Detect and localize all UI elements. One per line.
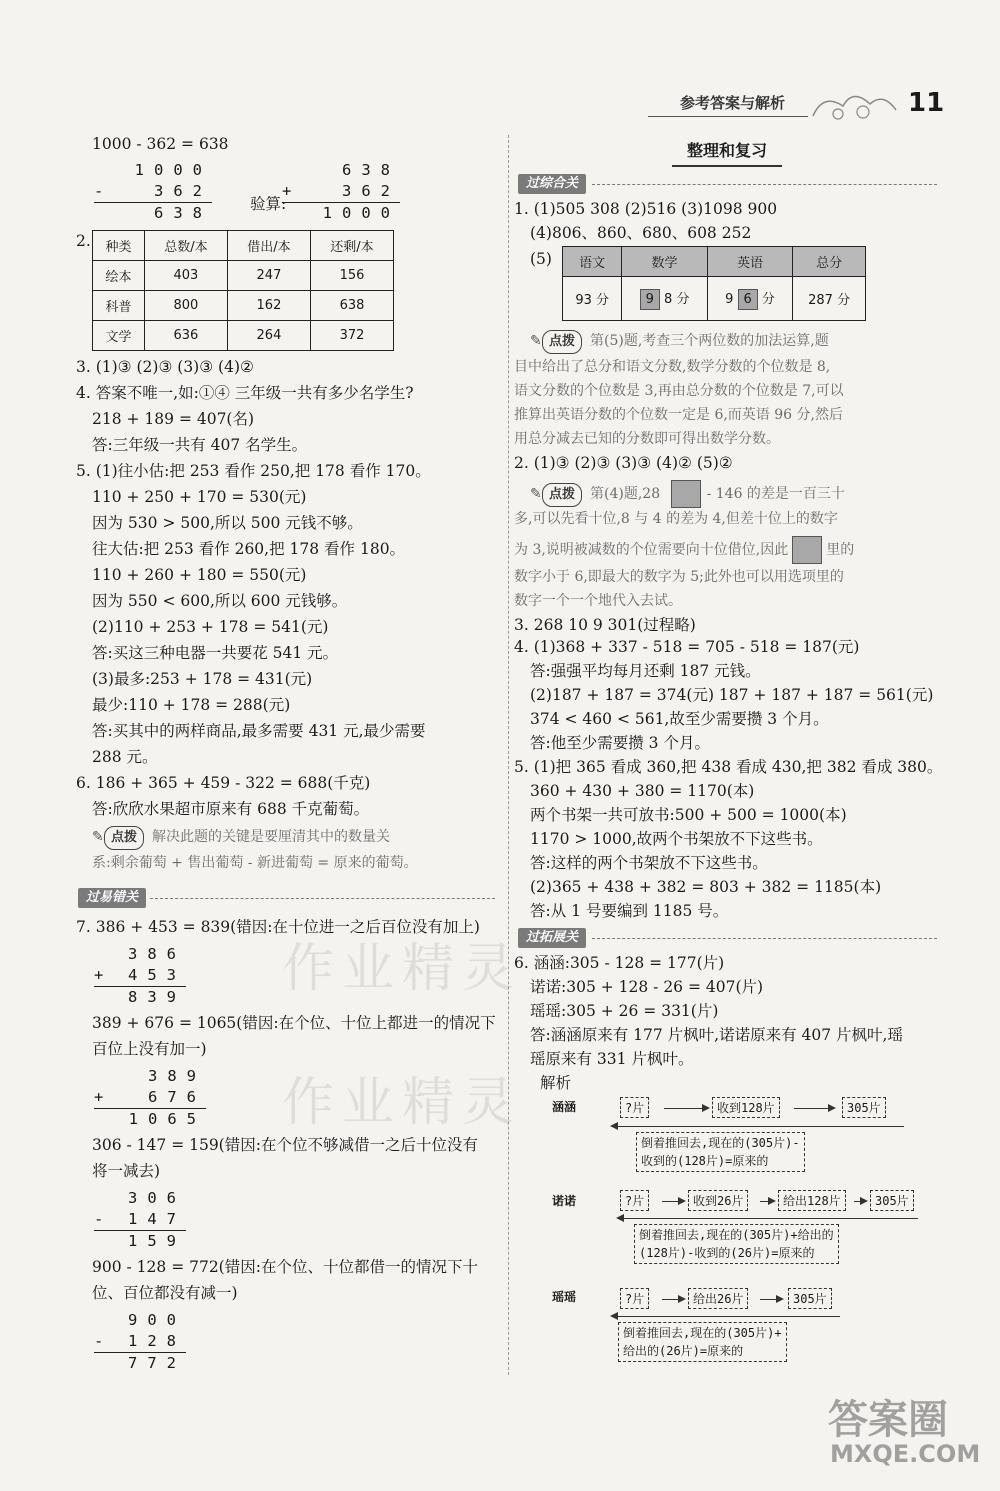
answer-line: 360 + 430 + 380 = 1170(本) xyxy=(530,782,755,800)
calc-result: 159 xyxy=(94,1230,186,1252)
table-cell: 绘本 xyxy=(93,261,145,291)
tip-text: 里的 xyxy=(826,542,855,558)
pencil-icon: ✎ xyxy=(92,829,104,845)
answer-line: (2)187 + 187 = 374(元) 187 + 187 + 187 = 561(元) xyxy=(530,686,934,704)
vertical-calc-check xyxy=(282,160,400,224)
calc-operator: + xyxy=(94,966,114,984)
table-header: 语文 xyxy=(563,247,622,277)
diagram-box: 收到128片 xyxy=(712,1097,780,1118)
analysis-label: 解析 xyxy=(540,1074,572,1092)
diagram-box: 给出128片 xyxy=(778,1190,846,1211)
tip-text: 语文分数的个位数是 3,再由总分数的个位数是 7,可以 xyxy=(514,383,844,399)
calc-row: 900 xyxy=(128,1311,186,1329)
calc-row: 1000 xyxy=(134,161,212,179)
section-title: 整理和复习 xyxy=(672,138,782,167)
diagram-note-line: (128片)-收到的(26片)=原来的 xyxy=(639,1246,815,1260)
tip-text: 为 3,说明被减数的个位需要向十位借位,因此 xyxy=(514,542,789,558)
calc-operator: - xyxy=(94,182,114,200)
calc-result: 1065 xyxy=(94,1108,206,1130)
calc-row: 128 xyxy=(128,1332,186,1350)
calc-result: 772 xyxy=(94,1352,186,1374)
table-header: 还剩/本 xyxy=(310,231,393,261)
table-cell xyxy=(622,277,707,321)
answer-line: 374 < 460 < 561,故至少需要攒 3 个月。 xyxy=(530,710,829,728)
answer-line: 1170 > 1000,故两个书架放不下这些书。 xyxy=(530,830,823,848)
calc-result: 839 xyxy=(94,986,186,1008)
answer-line: 瑶瑶:305 + 26 = 331(片) xyxy=(530,1002,719,1020)
answer-line: 306 - 147 = 159(错因:在个位不够减借一之后十位没有 xyxy=(92,1136,478,1154)
table-cell: 162 xyxy=(227,291,310,321)
equation-line: 1000 - 362 = 638 xyxy=(92,135,229,153)
answer-line: 110 + 250 + 170 = 530(元) xyxy=(92,488,307,506)
table-cell: 93 分 xyxy=(563,277,622,321)
table-header: 种类 xyxy=(93,231,145,261)
answer-line: 百位上没有加一) xyxy=(92,1040,207,1058)
calc-result: 1000 xyxy=(282,202,400,224)
arrow-right-icon xyxy=(664,1108,708,1109)
diagram-note-line: 倒着推回去,现在的(305片)- xyxy=(641,1136,800,1150)
arrow-left-icon xyxy=(618,1218,918,1219)
answer-line: 答:买这三种电器一共要花 541 元。 xyxy=(92,644,339,662)
calc-row: 638 xyxy=(342,161,400,179)
table-cell: 文学 xyxy=(93,321,145,351)
tip-block xyxy=(530,480,845,508)
answer-line: 110 + 260 + 180 = 550(元) xyxy=(92,566,307,584)
answer-line: 6. 涵涵:305 - 128 = 177(片) xyxy=(514,954,725,972)
diagram-box: 305片 xyxy=(788,1288,832,1309)
calc-operator: + xyxy=(282,182,302,200)
tip-block xyxy=(514,536,854,564)
calc-row: 306 xyxy=(128,1189,186,1207)
answer-line: 将一减去) xyxy=(92,1162,161,1180)
highlight-box: 6 xyxy=(738,289,758,310)
calc-row: 676 xyxy=(148,1088,206,1106)
diagram-box: ?片 xyxy=(620,1097,649,1118)
answer-line: 389 + 676 = 1065(错因:在个位、十位上都进一的情况下 xyxy=(92,1014,496,1032)
watermark: 作业精灵 xyxy=(282,939,523,999)
tip-block xyxy=(530,330,829,354)
calc-operator: + xyxy=(94,1088,114,1106)
table-header: 总分 xyxy=(793,247,866,277)
answer-line: 两个书架一共可放书:500 + 500 = 1000(本) xyxy=(530,806,847,824)
arrow-left-icon xyxy=(612,1126,904,1127)
section-tag: 过拓展关 xyxy=(518,928,586,948)
diagram-note xyxy=(618,1322,787,1362)
calc-row: 362 xyxy=(154,182,212,200)
answer-line: 4. (1)368 + 337 - 518 = 705 - 518 = 187(元) xyxy=(514,638,860,656)
answer-line: 6. 186 + 365 + 459 - 322 = 688(千克) xyxy=(76,774,371,792)
diagram-name: 涵涵 xyxy=(552,1100,577,1114)
answer-line: 答:这样的两个书架放不下这些书。 xyxy=(530,854,768,872)
table-cell: 264 xyxy=(227,321,310,351)
table-cell-text: 8 分 xyxy=(664,291,690,307)
calc-row: 386 xyxy=(128,945,186,963)
table-cell-text: 分 xyxy=(761,291,775,307)
vertical-calc-addition xyxy=(94,944,186,1008)
answer-line: 答:买其中的两样商品,最多需要 431 元,最少需要 xyxy=(92,722,426,740)
answer-line: 答:涵涵原来有 177 片枫叶,诺诺原来有 407 片枫叶,瑶 xyxy=(530,1026,903,1044)
arrow-right-icon xyxy=(854,1201,866,1202)
answer-line: (2)365 + 438 + 382 = 803 + 382 = 1185(本) xyxy=(530,878,882,896)
score-table xyxy=(562,246,866,321)
tip-text: 推算出英语分数的个位数一定是 6,而英语 96 分,然后 xyxy=(514,407,843,423)
answer-line: 4. 答案不唯一,如:①④ 三年级一共有多少名学生? xyxy=(76,384,414,402)
diagram-name: 诺诺 xyxy=(552,1194,577,1208)
answer-line: 900 - 128 = 772(错因:在个位、十位都借一的情况下十 xyxy=(92,1258,478,1276)
tip-badge: 点拨 xyxy=(104,826,144,850)
book-table xyxy=(92,230,394,351)
tip-text: 数字一个一个地代入去试。 xyxy=(514,593,682,609)
answer-line: 5. (1)把 365 看成 360,把 438 看成 430,把 382 看成 380。 xyxy=(514,758,943,776)
page-number: 11 xyxy=(908,88,945,118)
pencil-icon: ✎ xyxy=(530,333,542,349)
tip-text: 数字小于 6,即最大的数字为 5;此外也可以用选项里的 xyxy=(514,569,844,585)
answer-line: 218 + 189 = 407(名) xyxy=(92,410,255,428)
vertical-calc-addition xyxy=(94,1066,206,1130)
answer-line: (3)最多:253 + 178 = 431(元) xyxy=(92,670,313,688)
section-tag: 过易错关 xyxy=(78,888,146,908)
diagram-box: 305片 xyxy=(870,1190,914,1211)
table-cell: 287 分 xyxy=(793,277,866,321)
calc-result: 638 xyxy=(94,202,212,224)
diagram-box: ?片 xyxy=(620,1288,649,1309)
tip-text: 目中给出了总分和语文分数,数学分数的个位数是 8, xyxy=(514,359,831,375)
blank-box xyxy=(792,536,822,564)
check-label: 验算: xyxy=(250,195,287,213)
table-header: 英语 xyxy=(707,247,792,277)
table-cell: 638 xyxy=(310,291,393,321)
vertical-calc-subtraction xyxy=(94,1188,186,1252)
tip-badge: 点拨 xyxy=(542,330,582,354)
diagram-note-line: 倒着推回去,现在的(305片)+ xyxy=(623,1326,782,1340)
calc-operator: - xyxy=(94,1210,114,1228)
answer-line: 诺诺:305 + 128 - 26 = 407(片) xyxy=(530,978,764,996)
tip-text: 用总分减去已知的分数即可得出数学分数。 xyxy=(514,431,780,447)
answer-line: (5) xyxy=(530,250,552,268)
answer-line: 答:从 1 号要编到 1185 号。 xyxy=(530,902,729,920)
answer-line: 因为 530 > 500,所以 500 元钱不够。 xyxy=(92,514,363,532)
section-rule xyxy=(592,184,937,185)
header-title: 参考答案与解析 xyxy=(680,94,786,112)
calc-row: 389 xyxy=(148,1067,206,1085)
table-cell: 800 xyxy=(144,291,227,321)
table-header: 数学 xyxy=(622,247,707,277)
answer-line: 7. 386 + 453 = 839(错因:在十位进一之后百位没有加上) xyxy=(76,918,480,936)
section-rule xyxy=(592,938,937,939)
watermark-url: MXQE.COM xyxy=(830,1440,981,1468)
answer-line: 位、百位都没有减一) xyxy=(92,1284,238,1302)
arrow-left-icon xyxy=(612,1316,840,1317)
answer-line: 3. 268 10 9 301(过程略) xyxy=(514,616,696,634)
answer-line: 2. (1)③ (2)③ (3)③ (4)② (5)② xyxy=(514,454,733,472)
table-header: 借出/本 xyxy=(227,231,310,261)
answer-line: (4)806、860、680、608 252 xyxy=(530,224,752,242)
arrow-right-icon xyxy=(662,1201,684,1202)
table-cell: 156 xyxy=(310,261,393,291)
answer-line: 答:他至少需要攒 3 个月。 xyxy=(530,734,710,752)
tip-text: 系:剩余葡萄 + 售出葡萄 - 新进葡萄 = 原来的葡萄。 xyxy=(92,855,418,871)
diagram-box: ?片 xyxy=(620,1190,649,1211)
column-divider xyxy=(508,135,509,1375)
arrow-right-icon xyxy=(760,1201,774,1202)
tip-text: 多,可以先看十位,8 与 4 的差为 4,但差十位上的数字 xyxy=(514,511,838,527)
diagram-name: 瑶瑶 xyxy=(552,1290,577,1304)
answer-line: 5. (1)往小估:把 253 看作 250,把 178 看作 170。 xyxy=(76,462,431,480)
answer-line: 往大估:把 253 看作 260,把 178 看作 180。 xyxy=(92,540,406,558)
table-cell: 科普 xyxy=(93,291,145,321)
tip-text: - 146 的差是一百三十 xyxy=(706,486,845,502)
table-cell: 636 xyxy=(144,321,227,351)
section-tag: 过综合关 xyxy=(518,174,586,194)
arrow-right-icon xyxy=(794,1108,834,1109)
diagram-note-line: 收到的(128片)=原来的 xyxy=(641,1154,769,1168)
vertical-calc-subtraction xyxy=(94,160,212,224)
table-cell: 372 xyxy=(310,321,393,351)
table-cell-text: 9 xyxy=(725,291,734,307)
calc-row: 453 xyxy=(128,966,186,984)
tip-badge: 点拨 xyxy=(542,483,582,507)
watermark: 作业精灵 xyxy=(282,1073,523,1133)
diagram-box: 给出26片 xyxy=(688,1288,748,1309)
highlight-box: 9 xyxy=(640,289,660,310)
table-cell xyxy=(707,277,792,321)
answer-line: 288 元。 xyxy=(92,748,158,766)
watermark-logo: 答案圈 xyxy=(828,1397,948,1443)
diagram-box: 收到26片 xyxy=(688,1190,748,1211)
tip-text: 第(4)题,28 xyxy=(590,486,661,502)
question-number: 2. xyxy=(76,232,91,250)
header-rule xyxy=(648,116,808,117)
answer-line: 因为 550 < 600,所以 600 元钱够。 xyxy=(92,592,348,610)
diagram-box: 305片 xyxy=(842,1097,886,1118)
table-header: 总数/本 xyxy=(144,231,227,261)
tip-text: 第(5)题,考查三个两位数的加法运算,题 xyxy=(590,333,829,349)
answer-line: 1. (1)505 308 (2)516 (3)1098 900 xyxy=(514,200,778,218)
answer-line: 答:欣欣水果超市原来有 688 千克葡萄。 xyxy=(92,800,370,818)
answer-line: 3. (1)③ (2)③ (3)③ (4)② xyxy=(76,358,254,376)
table-cell: 403 xyxy=(144,261,227,291)
tip-block xyxy=(92,826,390,850)
diagram-note xyxy=(634,1224,839,1264)
answer-line: 答:强强平均每月还剩 187 元钱。 xyxy=(530,662,761,680)
answer-line: 最少:110 + 178 = 288(元) xyxy=(92,696,291,714)
calc-row: 147 xyxy=(128,1210,186,1228)
pencil-icon: ✎ xyxy=(530,486,542,502)
calc-row: 362 xyxy=(342,182,400,200)
answer-line: (2)110 + 253 + 178 = 541(元) xyxy=(92,618,329,636)
page-header xyxy=(660,88,960,124)
table-cell: 247 xyxy=(227,261,310,291)
arrow-right-icon xyxy=(760,1299,782,1300)
section-rule xyxy=(150,898,495,899)
arrow-right-icon xyxy=(662,1299,684,1300)
tip-text: 解决此题的关键是要厘清其中的数量关 xyxy=(152,829,391,845)
calc-operator: - xyxy=(94,1332,114,1350)
decorative-cloud-icon xyxy=(808,88,908,122)
vertical-calc-subtraction xyxy=(94,1310,186,1374)
diagram-note-line: 给出的(26片)=原来的 xyxy=(623,1344,744,1358)
blank-box xyxy=(671,480,701,508)
diagram-note-line: 倒着推回去,现在的(305片)+给出的 xyxy=(639,1228,834,1242)
answer-line: 瑶原来有 331 片枫叶。 xyxy=(530,1050,694,1068)
answer-line: 答:三年级一共有 407 名学生。 xyxy=(92,436,308,454)
diagram-note xyxy=(636,1132,805,1172)
